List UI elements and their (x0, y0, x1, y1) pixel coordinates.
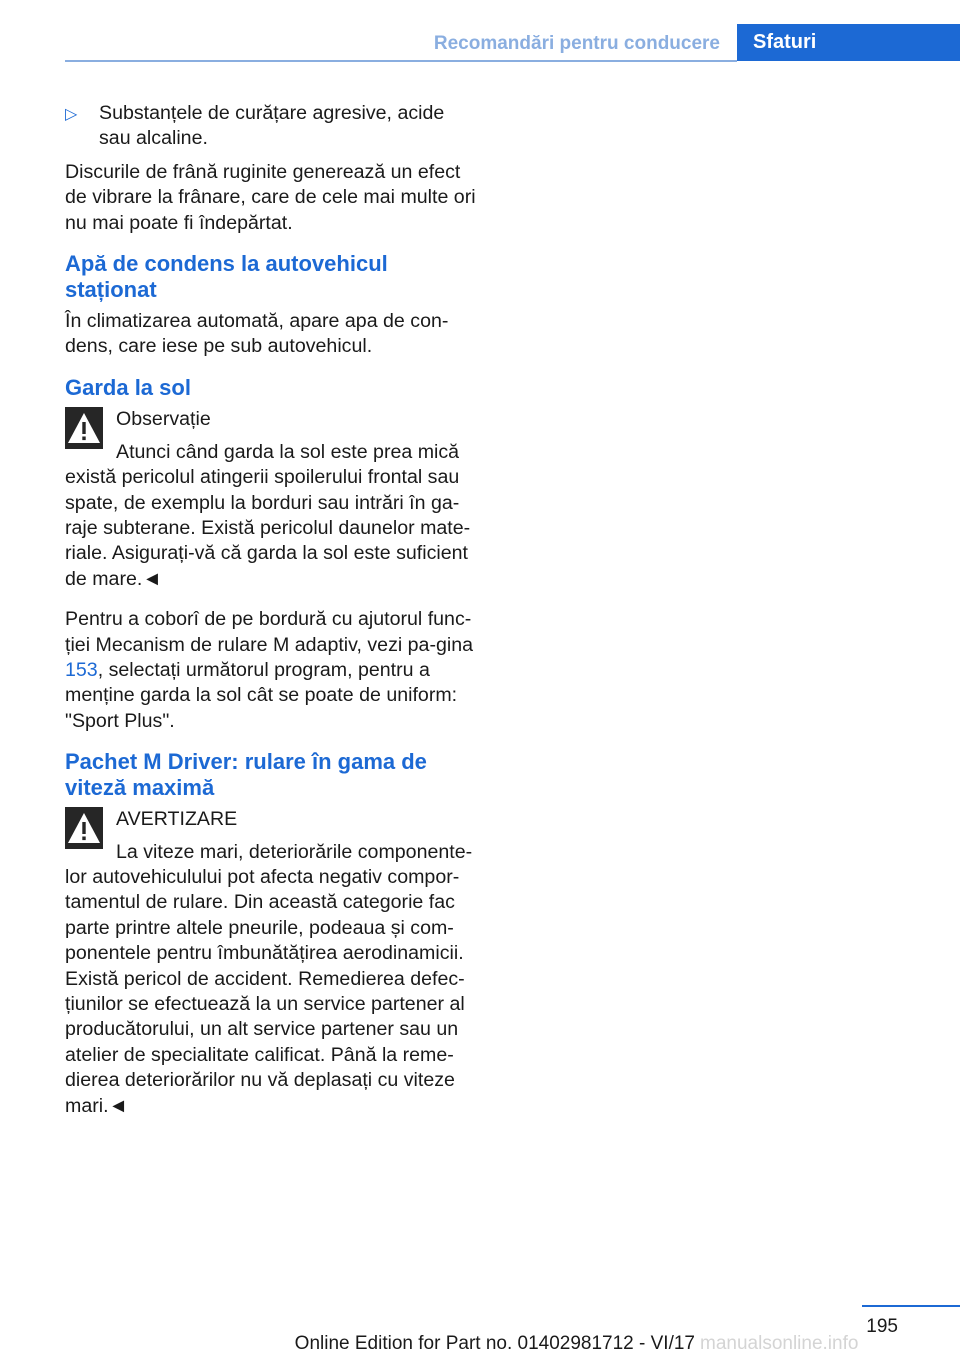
warning-text-first-line: La viteze mari, deteriorările componente- (116, 840, 473, 863)
page-number: 195 (866, 1316, 898, 1337)
page-reference-link[interactable]: 153 (65, 659, 98, 681)
header-rule (65, 60, 737, 62)
notice-text-first-line: Atunci când garda la sol este prea mică (116, 440, 460, 463)
notice-text: există pericolul atingerii spoilerului frontal sau spate, de exemplu la borduri sau intrări în ga-raje subterane. Există pericolul daunelor mate-riale. Asigurați-vă că garda la sol este suficient de mare.◄ (65, 466, 471, 590)
triangle-right-icon: ▷ (65, 106, 78, 123)
heading-ground-clearance: Garda la sol (65, 374, 191, 400)
paragraph-curb-text-end: , selectați următorul program, pentru a menține garda la sol cât se poate de uniform: "Sport Plus". (65, 659, 458, 732)
running-header-tab: Sfaturi (737, 24, 960, 61)
warning-triangle-icon (65, 407, 103, 449)
heading-condensation: Apă de condens la autovehicul staționat (65, 251, 388, 302)
warning-block (65, 807, 480, 1119)
watermark: manualsonline.info (700, 1333, 859, 1354)
warning-label: AVERTIZARE (116, 808, 238, 831)
main-column (65, 101, 480, 1134)
list-item (65, 101, 480, 152)
warning-text: lor autovehiculului pot afecta negativ compor-tamentul de rulare. Din această categorie fac parte printre altele pneurile, podeaua și com-ponentele pentru îmbunătățirea aerodinamicii. Există pericol de accident. Remedierea defec-țiunilor se efectuează la un service partener al producătorului, un alt service partener sau un atelier de specialitate calificat. Până la reme-dierea deteriorărilor nu vă deplasați cu viteze mari.◄ (65, 866, 465, 1117)
footer-rule (862, 1305, 960, 1307)
running-header-section: Recomandări pentru conducere (433, 33, 720, 54)
paragraph-curb (65, 607, 480, 734)
notice-block (65, 407, 480, 592)
paragraph-condensation: În climatizarea automată, apare apa de con-dens, care iese pe sub autovehicul. (65, 310, 449, 358)
paragraph-curb-text: Pentru a coborî de pe bordură cu ajutorul func-ției Mecanism de rulare M adaptiv, vezi pa-gina (65, 608, 474, 656)
paragraph-brake-discs: Discurile de frână ruginite generează un efect de vibrare la frânare, care de cele mai multe ori nu mai poate fi îndepărtat. (65, 160, 476, 234)
edition-line: Online Edition for Part no. 01402981712 - VI/17 (294, 1333, 695, 1354)
list-item-text: Substanțele de curățare agresive, acide sau alcaline. (99, 102, 445, 150)
heading-m-driver: Pachet M Driver: rulare în gama de viteză maximă (65, 749, 427, 800)
notice-label: Observație (116, 408, 211, 431)
warning-triangle-icon (65, 807, 103, 849)
